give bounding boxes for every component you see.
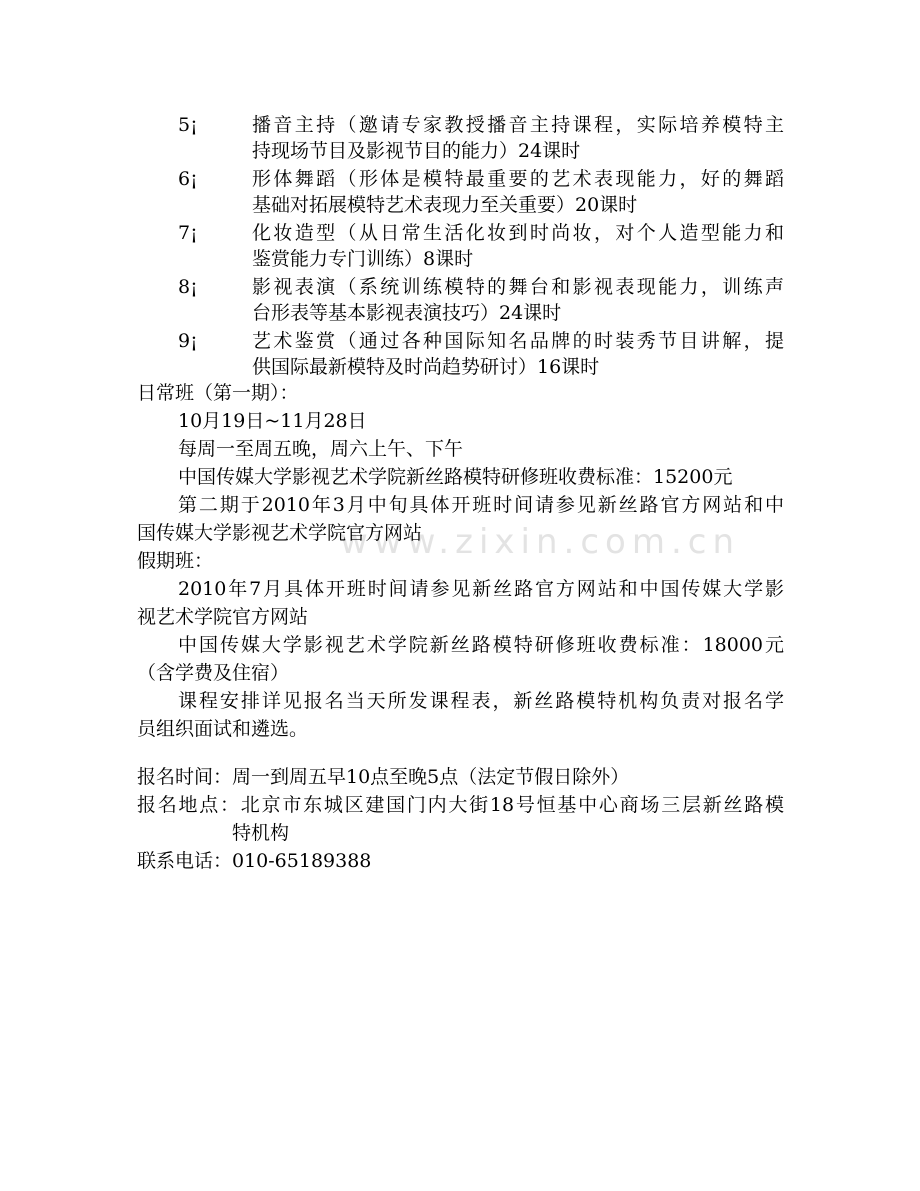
second-term-notice: 第二期于2010年3月中旬具体开班时间请参见新丝路官方网站和中 [178,494,784,516]
class-schedule: 每周一至周五晚，周六上午、下午 [178,438,464,460]
second-term-notice-cont: 国传媒大学影视艺术学院官方网站 [137,522,423,544]
class-dates: 10月19日~11月28日 [178,410,367,432]
course-text-line: 鉴赏能力专门训练）8课时 [252,248,474,270]
holiday-fee-cont: （含学费及住宿） [137,662,290,684]
arrangement-note-cont: 员组织面试和遴选。 [137,718,309,740]
watermark: www.zixin.com.cn [340,522,740,562]
course-text-line: 播音主持（邀请专家教授播音主持课程，实际培养模特主 [252,114,784,136]
section-heading: 假期班： [137,550,214,572]
section-heading: 日常班（第一期）： [137,382,299,404]
course-text-line: 持现场节目及影视节目的能力）24课时 [252,140,581,162]
course-text-line: 化妆造型（从日常生活化妆到时尚妆，对个人造型能力和 [252,222,784,244]
contact-phone: 联系电话：010-65189388 [137,850,372,872]
course-text-line: 基础对拓展模特艺术表现力至关重要）20课时 [252,194,638,216]
holiday-open-notice: 2010年7月具体开班时间请参见新丝路官方网站和中国传媒大学影 [178,578,784,600]
registration-place: 报名地点：北京市东城区建国门内大街18号恒基中心商场三层新丝路模 [137,794,784,816]
holiday-open-notice-cont: 视艺术学院官方网站 [137,606,309,628]
class-fee: 中国传媒大学影视艺术学院新丝路模特研修班收费标准：15200元 [178,466,733,488]
registration-place-cont: 特机构 [232,822,290,844]
course-text-line: 台形表等基本影视表演技巧）24课时 [252,302,562,324]
course-text-line: 影视表演（系统训练模特的舞台和影视表现能力，训练声 [252,276,784,298]
holiday-fee: 中国传媒大学影视艺术学院新丝路模特研修班收费标准：18000元 [178,634,784,656]
arrangement-note: 课程安排详见报名当天所发课程表，新丝路模特机构负责对报名学 [178,690,784,712]
course-text-line: 艺术鉴赏（通过各种国际知名品牌的时装秀节目讲解，提 [252,330,784,352]
course-number: 9¡ [178,330,198,352]
course-number: 5¡ [178,114,198,136]
registration-time: 报名时间：周一到周五早10点至晚5点（法定节假日除外） [137,766,630,788]
course-number: 8¡ [178,276,198,298]
course-text-line: 供国际最新模特及时尚趋势研讨）16课时 [252,356,600,378]
course-text-line: 形体舞蹈（形体是模特最重要的艺术表现能力，好的舞蹈 [252,168,784,190]
course-number: 6¡ [178,168,198,190]
course-number: 7¡ [178,222,198,244]
